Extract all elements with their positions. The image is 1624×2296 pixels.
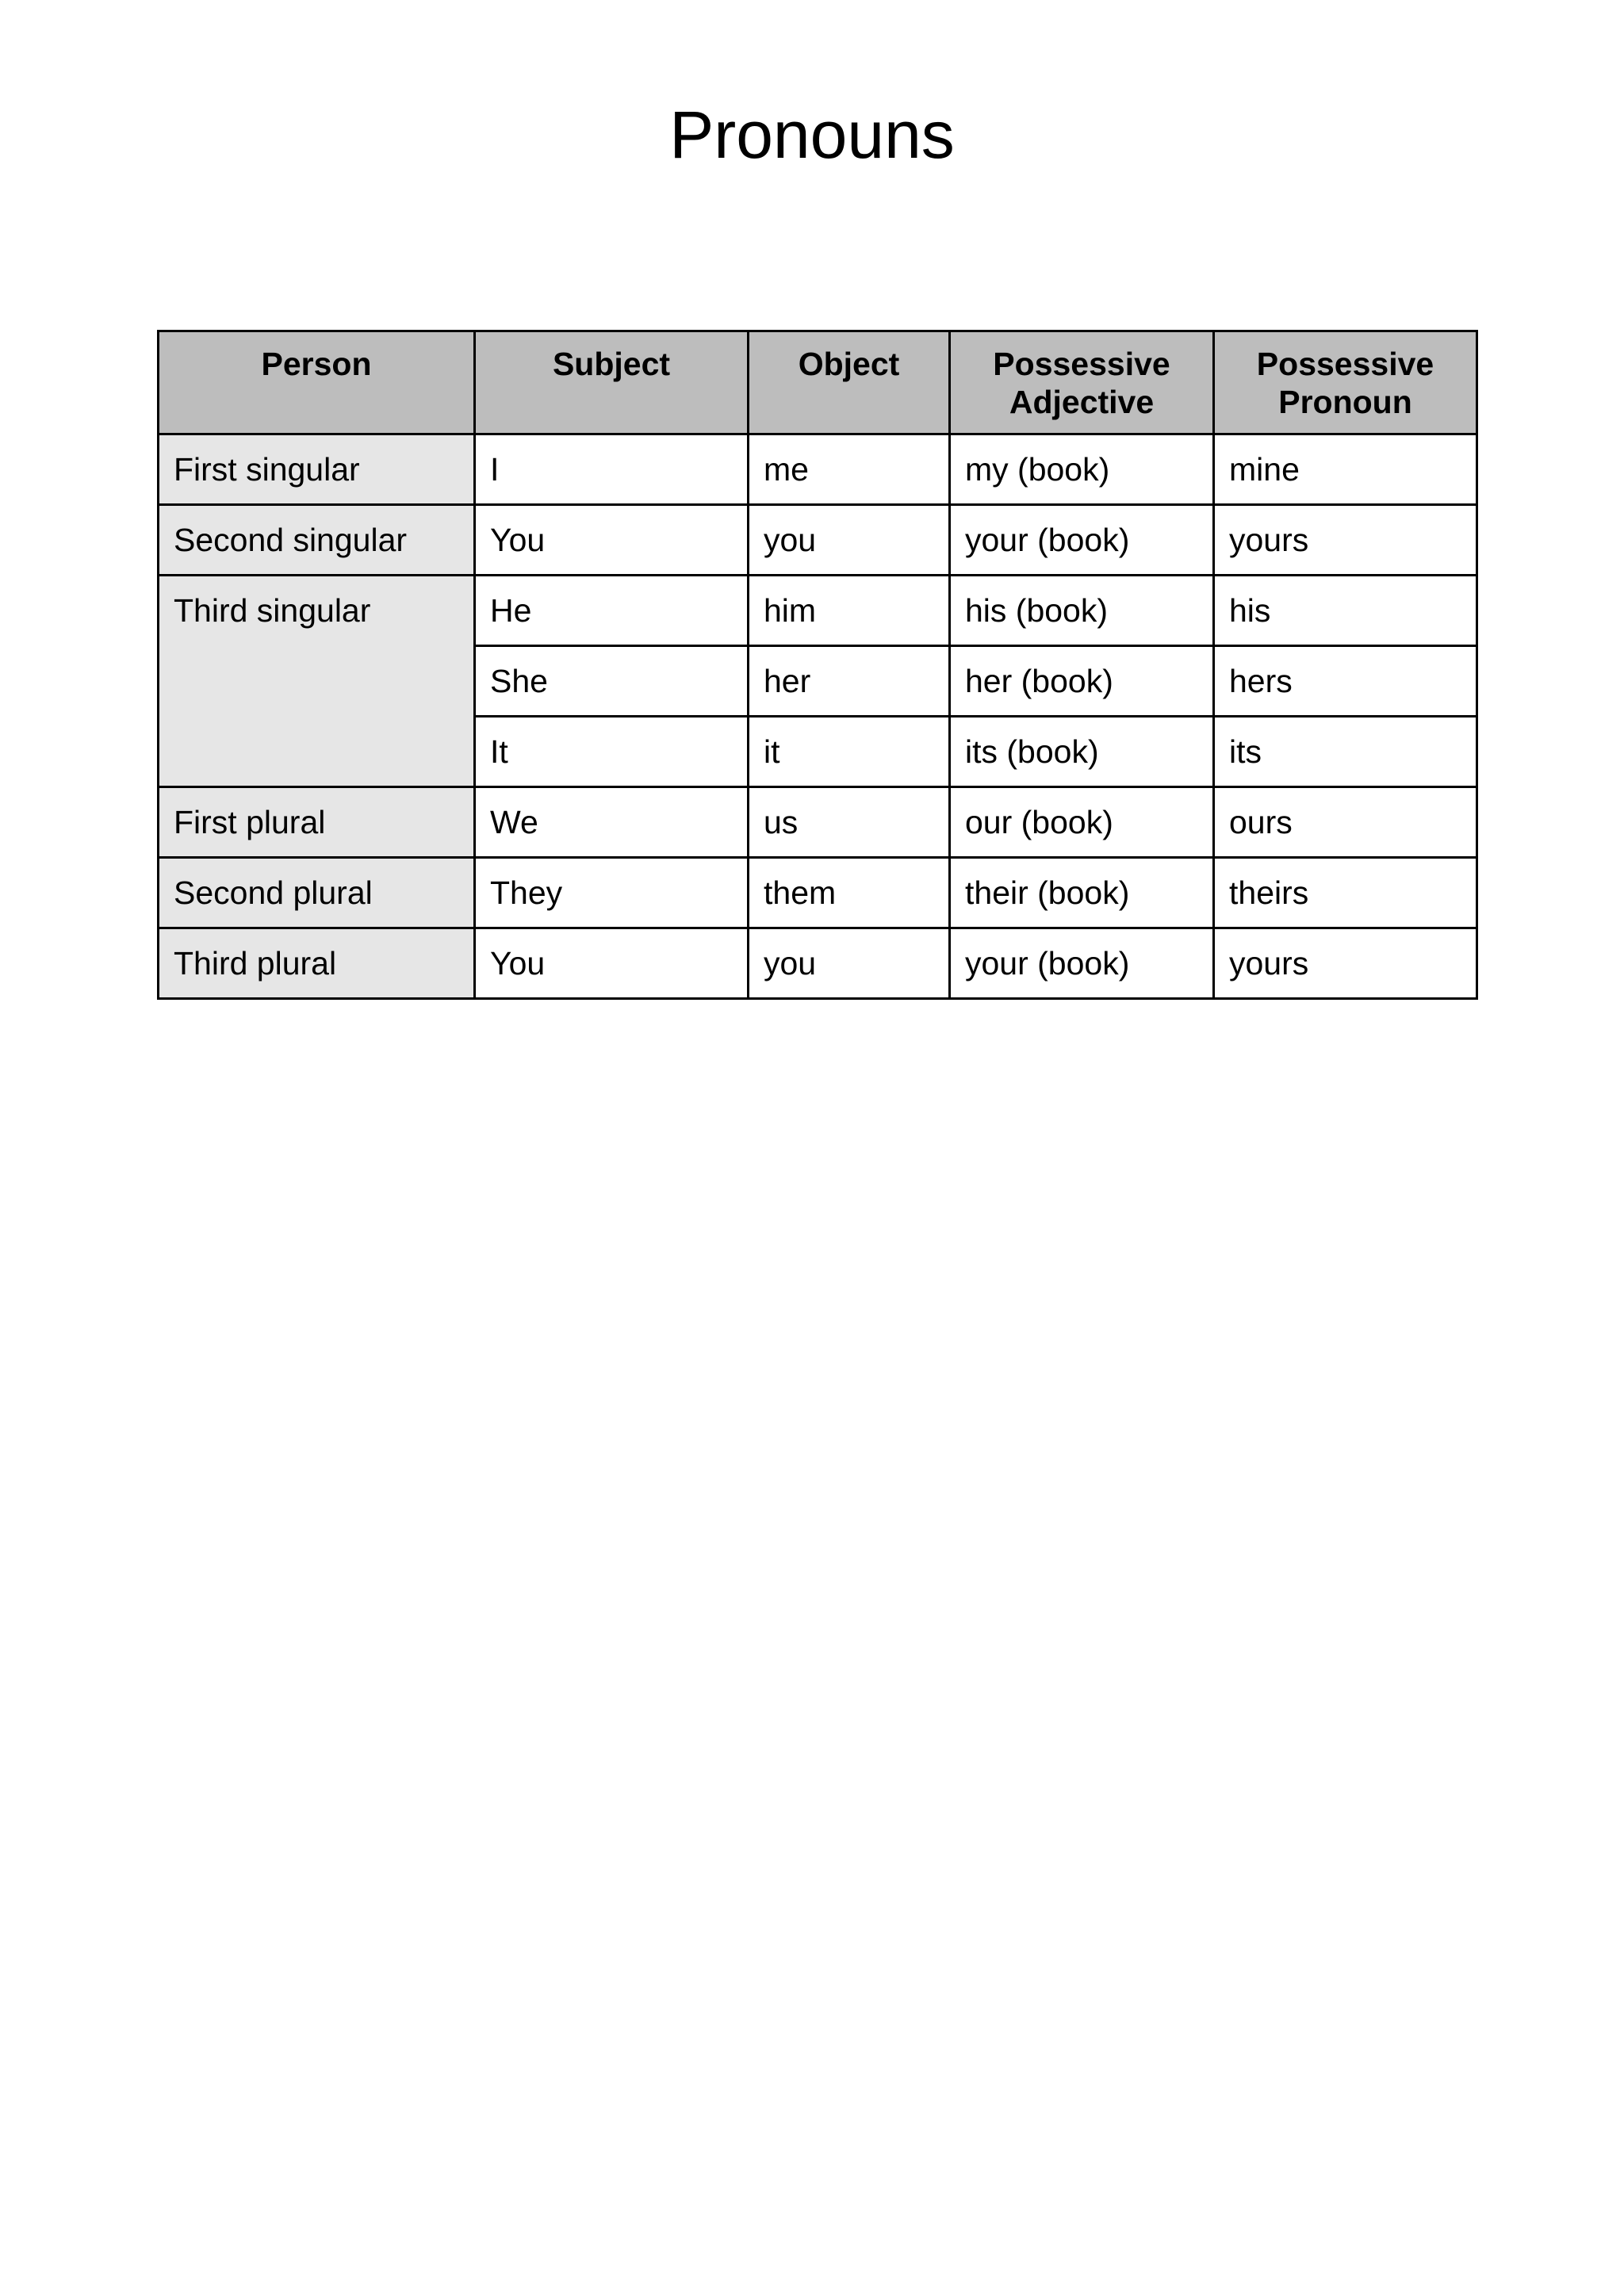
table-row [159, 787, 1477, 858]
cell-object: me [749, 434, 950, 505]
header-object: Object [749, 331, 950, 434]
cell-subject: You [475, 928, 749, 999]
table-row [159, 858, 1477, 928]
header-possessive-pronoun: Possessive Pronoun [1214, 331, 1477, 434]
cell-subject: He [475, 576, 749, 646]
pronoun-table [157, 330, 1478, 1000]
cell-possessive-adjective: my (book) [950, 434, 1214, 505]
cell-object: him [749, 576, 950, 646]
cell-possessive-adjective: his (book) [950, 576, 1214, 646]
cell-possessive-pronoun: hers [1214, 646, 1477, 717]
cell-possessive-pronoun: ours [1214, 787, 1477, 858]
cell-possessive-adjective: our (book) [950, 787, 1214, 858]
cell-possessive-pronoun: his [1214, 576, 1477, 646]
cell-person: First singular [159, 434, 475, 505]
cell-possessive-adjective: your (book) [950, 505, 1214, 576]
cell-person: First plural [159, 787, 475, 858]
cell-object: her [749, 646, 950, 717]
cell-possessive-pronoun: mine [1214, 434, 1477, 505]
cell-subject: You [475, 505, 749, 576]
cell-subject: I [475, 434, 749, 505]
cell-possessive-adjective: their (book) [950, 858, 1214, 928]
cell-possessive-pronoun: theirs [1214, 858, 1477, 928]
cell-possessive-adjective: her (book) [950, 646, 1214, 717]
header-subject: Subject [475, 331, 749, 434]
cell-possessive-pronoun: yours [1214, 928, 1477, 999]
cell-object: us [749, 787, 950, 858]
cell-possessive-pronoun: its [1214, 717, 1477, 787]
cell-subject: It [475, 717, 749, 787]
cell-subject: She [475, 646, 749, 717]
table-header-row [159, 331, 1477, 434]
cell-person: Third plural [159, 928, 475, 999]
cell-object: you [749, 928, 950, 999]
table-row [159, 505, 1477, 576]
page-title: Pronouns [669, 98, 955, 172]
header-possessive-adjective: Possessive Adjective [950, 331, 1214, 434]
header-person: Person [159, 331, 475, 434]
cell-subject: We [475, 787, 749, 858]
table-row [159, 434, 1477, 505]
cell-object: them [749, 858, 950, 928]
cell-object: it [749, 717, 950, 787]
cell-subject: They [475, 858, 749, 928]
table-row [159, 576, 1477, 646]
cell-possessive-adjective: your (book) [950, 928, 1214, 999]
cell-person: Second singular [159, 505, 475, 576]
cell-possessive-adjective: its (book) [950, 717, 1214, 787]
cell-person: Third singular [159, 576, 475, 787]
table-row [159, 928, 1477, 999]
cell-possessive-pronoun: yours [1214, 505, 1477, 576]
cell-person: Second plural [159, 858, 475, 928]
cell-object: you [749, 505, 950, 576]
